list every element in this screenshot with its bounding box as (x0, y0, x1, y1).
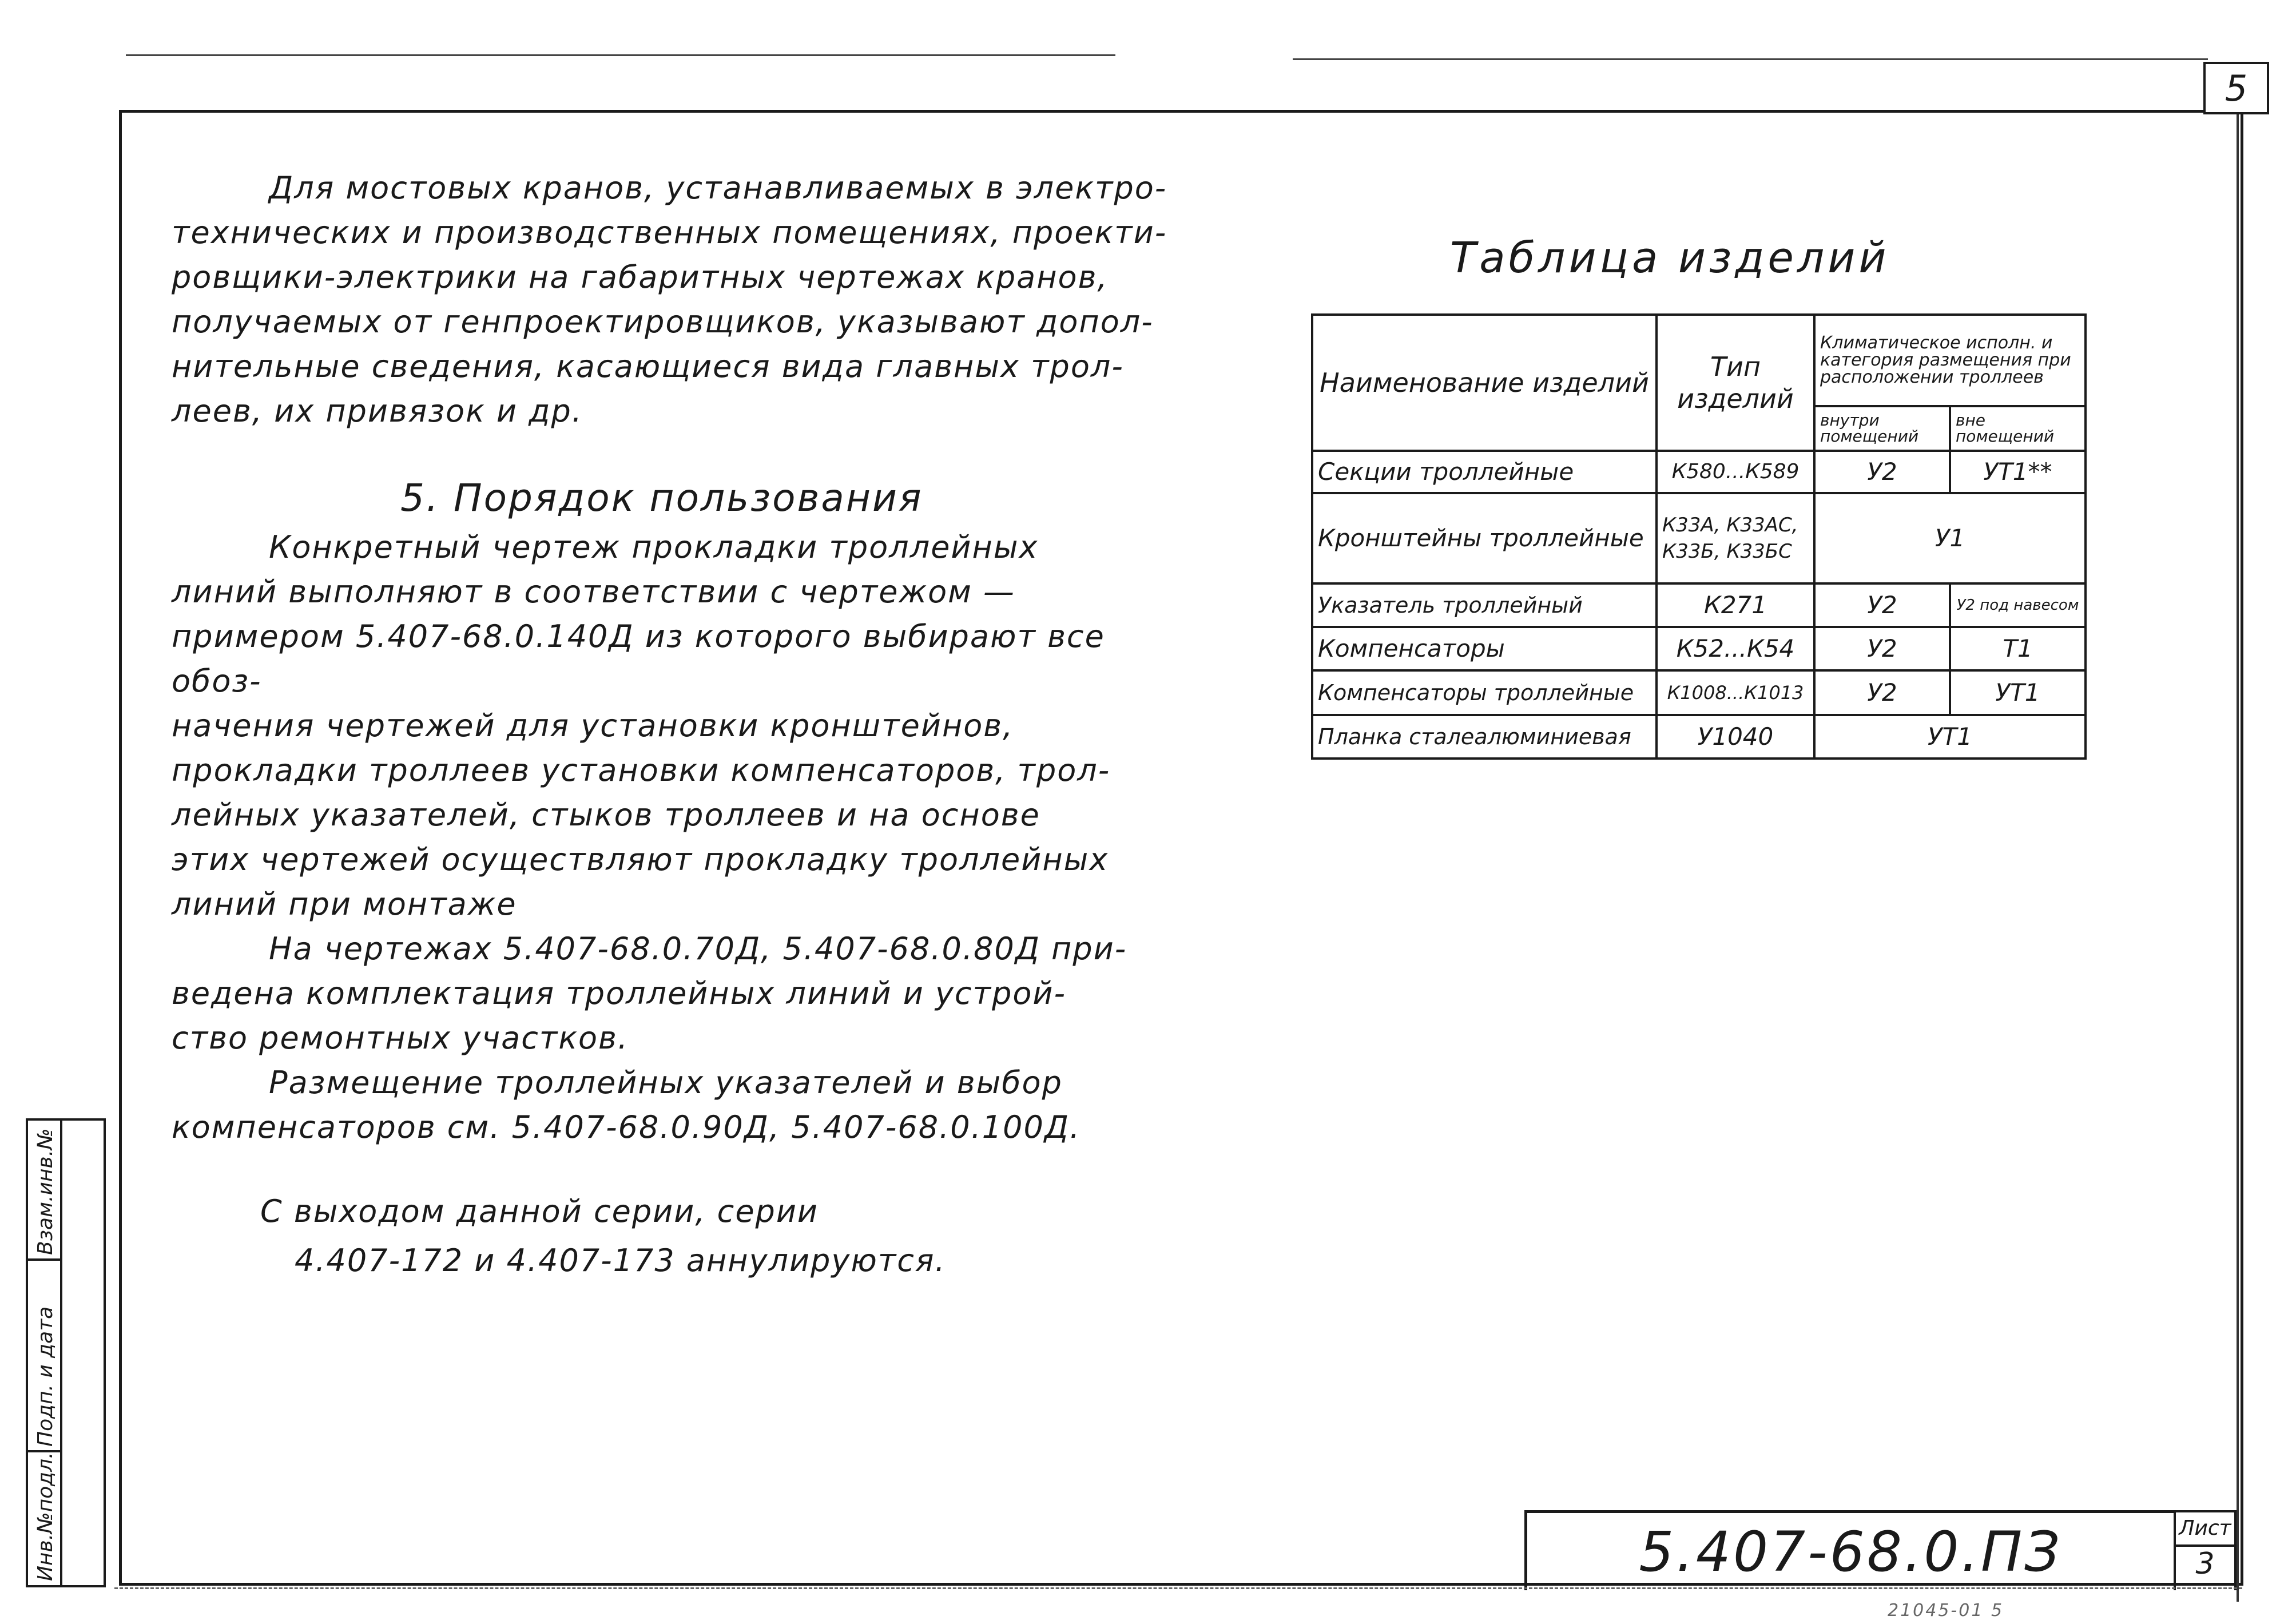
cell-type: К52...К54 (1657, 627, 1814, 670)
top-border-line (126, 54, 1115, 56)
cell-outdoor: УТ1 (1950, 670, 2086, 715)
text-line: компенсаторов см. 5.407-68.0.90Д, 5.407-68.0.100Д. (172, 1109, 1081, 1145)
cell-type: К271 (1657, 583, 1814, 627)
cell-name: Компенсаторы троллейные (1312, 670, 1657, 715)
annulment-note (260, 1187, 1284, 1285)
bottom-border-line (114, 1587, 2242, 1589)
table-header-row (1312, 315, 2086, 406)
table-row (1312, 670, 2086, 715)
table-row (1312, 627, 2086, 670)
document-code: 5.407-68.0.ПЗ (1524, 1510, 2174, 1590)
cell-type: К33А, К33АС, К33Б, К33БС (1657, 493, 1814, 583)
cell-name: Кронштейны троллейные (1312, 493, 1657, 583)
header-indoor: внутри помещений (1814, 406, 1950, 451)
text-line: ство ремонтных участков. (172, 1020, 629, 1056)
right-border-line (2237, 114, 2239, 1602)
cell-indoor: У2 (1814, 627, 1950, 670)
stamp-cell-replace-inv (28, 1121, 62, 1261)
table-title: Таблица изделий (1450, 233, 1890, 283)
text-line: леев, их привязок и др. (172, 393, 583, 429)
header-climate: Климатическое исполн. и категория размещения при расположении троллеев (1814, 315, 2086, 406)
cell-indoor: У2 (1814, 583, 1950, 627)
text-line: ровщики-электрики на габаритных чертежах кранов, (172, 259, 1109, 295)
cell-name: Планка сталеалюминиевая (1312, 715, 1657, 759)
stamp-cell-sign-date (28, 1261, 62, 1452)
cell-merged: У1 (1814, 493, 2086, 583)
margin-stamp (26, 1118, 106, 1587)
cell-type: К580...К589 (1657, 451, 1814, 493)
header-type: Тип изделий (1657, 315, 1814, 451)
text-line: технических и производственных помещениях, проекти- (172, 215, 1167, 251)
text-line: линий выполняют в соответствии с чертежом — (172, 574, 1016, 610)
sheet-number-box (2174, 1510, 2237, 1590)
products-table (1311, 313, 2087, 760)
sheet-number: 3 (2195, 1547, 2215, 1581)
page-corner-number: 5 (2203, 62, 2269, 114)
cell-name: Секции троллейные (1312, 451, 1657, 493)
section-title: 5. Порядок пользования (400, 476, 923, 520)
cell-name: Указатель троллейный (1312, 583, 1657, 627)
section-paragraph (172, 525, 1195, 1150)
cell-type: У1040 (1657, 715, 1814, 759)
header-name: Наименование изделий (1312, 315, 1657, 451)
table-row (1312, 451, 2086, 493)
text-line: примером 5.407-68.0.140Д из которого выбирают все обоз- (172, 618, 1105, 699)
text-line: На чертежах 5.407-68.0.70Д, 5.407-68.0.80Д при- (269, 931, 1127, 967)
text-line: ведена комплектация троллейных линий и устрой- (172, 975, 1066, 1011)
text-line: получаемых от генпроектировщиков, указывают допол- (172, 304, 1154, 340)
text-line: Для мостовых кранов, устанавливаемых в электро- (269, 170, 1167, 206)
text-line: Размещение троллейных указателей и выбор (269, 1065, 1063, 1101)
stamp-label: Взам.инв.№ (34, 1128, 57, 1255)
intro-paragraph (172, 166, 1195, 434)
cell-outdoor: У2 под навесом (1950, 583, 2086, 627)
sheet-label: Лист (2176, 1512, 2234, 1547)
text-line: Конкретный чертеж прокладки троллейных (269, 529, 1039, 565)
top-border-line (1293, 58, 2208, 60)
text-line: С выходом данной серии, серии (260, 1193, 819, 1229)
text-line: 4.407-172 и 4.407-173 аннулируются. (295, 1242, 946, 1278)
table-row (1312, 583, 2086, 627)
cell-name: Компенсаторы (1312, 627, 1657, 670)
cell-indoor: У2 (1814, 670, 1950, 715)
text-line: начения чертежей для установки кронштейнов, (172, 708, 1014, 744)
stamp-cell-inv-no (28, 1452, 62, 1585)
cell-indoor: У2 (1814, 451, 1950, 493)
text-line: нительные сведения, касающиеся вида главных трол- (172, 348, 1124, 384)
cell-outdoor: УТ1** (1950, 451, 2086, 493)
text-line: лейных указателей, стыков троллеев и на основе (172, 797, 1040, 833)
footer-note: 21045-01 5 (1888, 1601, 2004, 1621)
text-line: прокладки троллеев установки компенсаторов, трол- (172, 752, 1111, 788)
header-outdoor: вне помещений (1950, 406, 2086, 451)
cell-outdoor: Т1 (1950, 627, 2086, 670)
cell-type: К1008...К1013 (1657, 670, 1814, 715)
table-row (1312, 715, 2086, 759)
stamp-label: Подп. и дата (34, 1306, 57, 1447)
text-line: этих чертежей осуществляют прокладку троллейных (172, 841, 1109, 877)
stamp-label: Инв.№подл. (34, 1452, 57, 1581)
cell-merged: УТ1 (1814, 715, 2086, 759)
table-row (1312, 493, 2086, 583)
text-line: линий при монтаже (172, 886, 517, 922)
